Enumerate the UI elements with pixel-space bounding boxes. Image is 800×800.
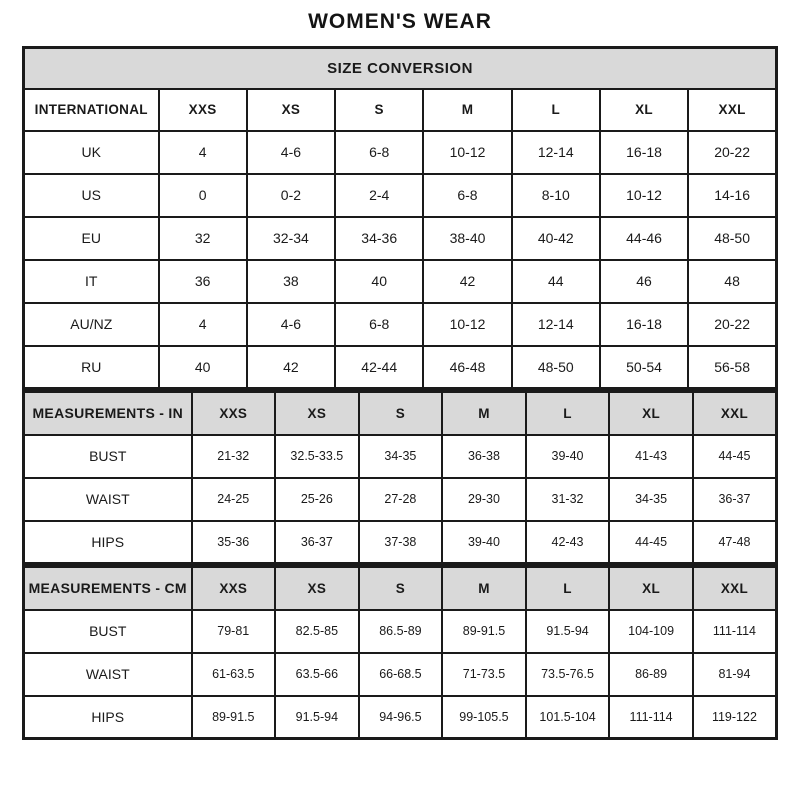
header-size-cell: XL: [609, 392, 693, 435]
header-size-cell: M: [442, 392, 526, 435]
table-row: [24, 131, 777, 174]
value-cell: 10-12: [423, 131, 511, 174]
header-size-cell: XXL: [693, 392, 777, 435]
value-cell: 34-36: [335, 217, 423, 260]
table-row: [24, 303, 777, 346]
header-size-cell: S: [335, 89, 423, 131]
value-cell: 48-50: [512, 346, 600, 389]
row-label: BUST: [24, 610, 192, 653]
value-cell: 99-105.5: [442, 696, 526, 739]
value-cell: 24-25: [192, 478, 276, 521]
value-cell: 82.5-85: [275, 610, 359, 653]
value-cell: 46: [600, 260, 688, 303]
table-row: [24, 435, 777, 478]
value-cell: 34-35: [609, 478, 693, 521]
value-cell: 36-37: [693, 478, 777, 521]
header-size-cell: L: [526, 392, 610, 435]
value-cell: 37-38: [359, 521, 443, 564]
value-cell: 32.5-33.5: [275, 435, 359, 478]
row-label: WAIST: [24, 478, 192, 521]
value-cell: 31-32: [526, 478, 610, 521]
value-cell: 27-28: [359, 478, 443, 521]
header-size-cell: XL: [609, 567, 693, 610]
value-cell: 41-43: [609, 435, 693, 478]
value-cell: 36-37: [275, 521, 359, 564]
value-cell: 0-2: [247, 174, 335, 217]
value-cell: 6-8: [335, 131, 423, 174]
value-cell: 4: [159, 131, 247, 174]
value-cell: 89-91.5: [442, 610, 526, 653]
table-row: [24, 696, 777, 739]
header-size-cell: XXS: [159, 89, 247, 131]
value-cell: 20-22: [688, 303, 776, 346]
value-cell: 50-54: [600, 346, 688, 389]
header-size-cell: S: [359, 567, 443, 610]
value-cell: 71-73.5: [442, 653, 526, 696]
value-cell: 29-30: [442, 478, 526, 521]
value-cell: 44-46: [600, 217, 688, 260]
value-cell: 61-63.5: [192, 653, 276, 696]
value-cell: 63.5-66: [275, 653, 359, 696]
value-cell: 4-6: [247, 131, 335, 174]
size-conversion-table: [22, 46, 778, 390]
value-cell: 79-81: [192, 610, 276, 653]
value-cell: 42-43: [526, 521, 610, 564]
header-size-cell: XS: [275, 392, 359, 435]
value-cell: 73.5-76.5: [526, 653, 610, 696]
header-label-cell: MEASUREMENTS - IN: [24, 392, 192, 435]
header-size-cell: XS: [247, 89, 335, 131]
value-cell: 46-48: [423, 346, 511, 389]
header-label-cell: MEASUREMENTS - CM: [24, 567, 192, 610]
value-cell: 48-50: [688, 217, 776, 260]
table-row: [24, 610, 777, 653]
value-cell: 38: [247, 260, 335, 303]
value-cell: 2-4: [335, 174, 423, 217]
value-cell: 38-40: [423, 217, 511, 260]
value-cell: 25-26: [275, 478, 359, 521]
value-cell: 66-68.5: [359, 653, 443, 696]
header-size-cell: M: [442, 567, 526, 610]
row-label: IT: [24, 260, 159, 303]
table-row: [24, 653, 777, 696]
page-title: WOMEN'S WEAR: [308, 10, 492, 33]
value-cell: 10-12: [600, 174, 688, 217]
measurements-in-table: [22, 390, 778, 565]
value-cell: 39-40: [526, 435, 610, 478]
value-cell: 4: [159, 303, 247, 346]
header-size-cell: M: [423, 89, 511, 131]
value-cell: 44-45: [609, 521, 693, 564]
header-size-cell: XXL: [688, 89, 776, 131]
row-label: BUST: [24, 435, 192, 478]
value-cell: 6-8: [335, 303, 423, 346]
value-cell: 86.5-89: [359, 610, 443, 653]
value-cell: 44: [512, 260, 600, 303]
table-header-row: [24, 89, 777, 131]
header-size-cell: XS: [275, 567, 359, 610]
row-label: WAIST: [24, 653, 192, 696]
table-banner-row: [24, 48, 777, 89]
table-header-row: [24, 567, 777, 610]
value-cell: 8-10: [512, 174, 600, 217]
value-cell: 36: [159, 260, 247, 303]
value-cell: 91.5-94: [526, 610, 610, 653]
value-cell: 35-36: [192, 521, 276, 564]
row-label: US: [24, 174, 159, 217]
header-size-cell: S: [359, 392, 443, 435]
table-row: [24, 346, 777, 389]
size-chart-page: [0, 10, 800, 740]
table-row: [24, 174, 777, 217]
value-cell: 10-12: [423, 303, 511, 346]
value-cell: 47-48: [693, 521, 777, 564]
value-cell: 101.5-104: [526, 696, 610, 739]
value-cell: 44-45: [693, 435, 777, 478]
header-size-cell: XXL: [693, 567, 777, 610]
value-cell: 40: [335, 260, 423, 303]
value-cell: 91.5-94: [275, 696, 359, 739]
header-size-cell: L: [512, 89, 600, 131]
header-size-cell: L: [526, 567, 610, 610]
value-cell: 39-40: [442, 521, 526, 564]
value-cell: 12-14: [512, 303, 600, 346]
row-label: HIPS: [24, 696, 192, 739]
value-cell: 21-32: [192, 435, 276, 478]
value-cell: 119-122: [693, 696, 777, 739]
value-cell: 111-114: [609, 696, 693, 739]
row-label: AU/NZ: [24, 303, 159, 346]
value-cell: 32: [159, 217, 247, 260]
value-cell: 94-96.5: [359, 696, 443, 739]
header-size-cell: XXS: [192, 392, 276, 435]
value-cell: 81-94: [693, 653, 777, 696]
value-cell: 12-14: [512, 131, 600, 174]
value-cell: 6-8: [423, 174, 511, 217]
value-cell: 40: [159, 346, 247, 389]
value-cell: 89-91.5: [192, 696, 276, 739]
value-cell: 4-6: [247, 303, 335, 346]
table-row: [24, 521, 777, 564]
value-cell: 86-89: [609, 653, 693, 696]
value-cell: 20-22: [688, 131, 776, 174]
value-cell: 42-44: [335, 346, 423, 389]
header-label-cell: INTERNATIONAL: [24, 89, 159, 131]
table-header-row: [24, 392, 777, 435]
value-cell: 56-58: [688, 346, 776, 389]
row-label: RU: [24, 346, 159, 389]
table-row: [24, 478, 777, 521]
value-cell: 48: [688, 260, 776, 303]
table-row: [24, 260, 777, 303]
value-cell: 16-18: [600, 131, 688, 174]
value-cell: 40-42: [512, 217, 600, 260]
table-row: [24, 217, 777, 260]
value-cell: 16-18: [600, 303, 688, 346]
value-cell: 42: [247, 346, 335, 389]
value-cell: 42: [423, 260, 511, 303]
table-banner: SIZE CONVERSION: [24, 48, 777, 89]
value-cell: 14-16: [688, 174, 776, 217]
header-size-cell: XXS: [192, 567, 276, 610]
value-cell: 34-35: [359, 435, 443, 478]
value-cell: 111-114: [693, 610, 777, 653]
header-size-cell: XL: [600, 89, 688, 131]
value-cell: 36-38: [442, 435, 526, 478]
row-label: HIPS: [24, 521, 192, 564]
measurements-cm-table: [22, 565, 778, 740]
row-label: EU: [24, 217, 159, 260]
value-cell: 104-109: [609, 610, 693, 653]
value-cell: 0: [159, 174, 247, 217]
row-label: UK: [24, 131, 159, 174]
value-cell: 32-34: [247, 217, 335, 260]
